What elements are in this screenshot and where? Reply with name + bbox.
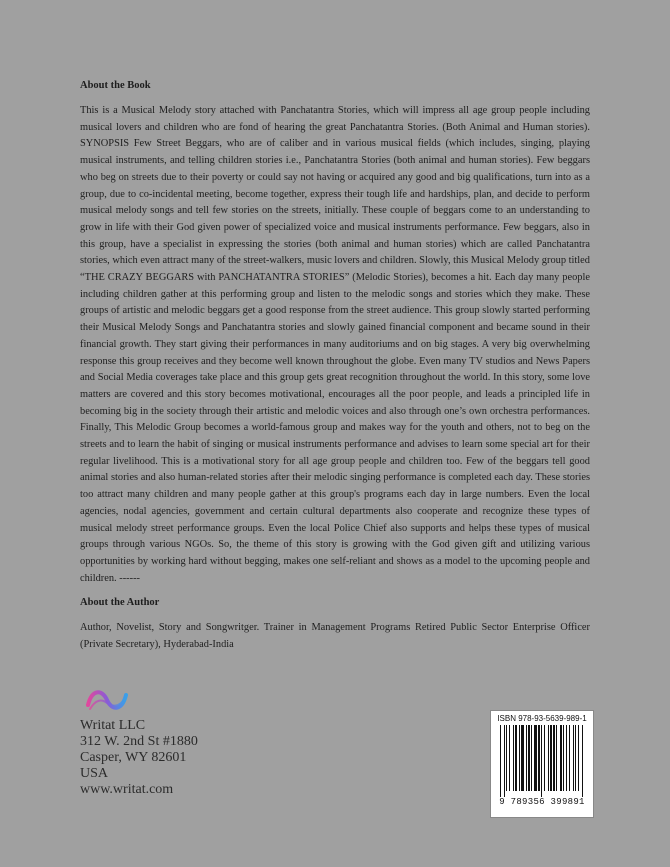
barcode-bar [548, 725, 549, 791]
barcode-bar [528, 725, 530, 791]
barcode-bar [569, 725, 570, 791]
barcode-bar [531, 725, 532, 791]
barcode-bar [538, 725, 540, 791]
barcode-bar [550, 725, 552, 791]
barcode-bar [541, 725, 542, 797]
barcode-bar [504, 725, 505, 797]
publisher-country: USA [80, 766, 109, 781]
publisher-name: Writat LLC [80, 718, 146, 733]
publisher-block [80, 685, 198, 798]
about-author-text: Author, Novelist, Story and Songwritger. Trainer in Management Programs Retired Public Sector Enterprise Officer (Private Secretary), Hyderabad-India [80, 622, 590, 651]
infinity-ribbon-logo-icon [84, 685, 130, 715]
barcode-bars [496, 725, 588, 797]
barcode-bar [509, 725, 510, 791]
barcode-bar [563, 725, 564, 791]
barcode-bar [553, 725, 555, 791]
about-author-heading: About the Author [80, 597, 160, 609]
isbn-label: ISBN 978-93-5639-989-1 [497, 714, 587, 723]
about-book-heading: About the Book [80, 80, 151, 91]
barcode-bar [578, 725, 579, 791]
ean-digits: 9 789356 399891 [499, 797, 585, 807]
isbn-barcode [490, 710, 594, 818]
barcode-bar [573, 725, 574, 791]
barcode-bar [513, 725, 514, 791]
publisher-website: www.writat.com [80, 782, 174, 797]
barcode-bar [506, 725, 507, 791]
barcode-bar [500, 725, 501, 797]
about-book-text: This is a Musical Melody story attached with Panchatantra Stories, which will impress all age group people including musical lovers and children who are fond of hearing the great Panchatantra Stories. (Both Animal and Human stories). SYNOPSIS Few Street Beggars, who are of caliber and in various musical fields (which includes, singing, playing musical instruments, and telling children stories i.e., Panchatantra Stories (both animal and human stories). Few beggars who beg on streets due to their poverty or could say not having or acquired any good and big qualifications, turn into as a group, due to co-incidental meeting, become together, express their tough life and hardships, plan, and decide to perform musical melody songs and tell few stories on the streets, initially. These couple of beggars come to an understanding to grow in life with their God given power of specialized voice and musical instruments performance. Few beggars, also in this group, have a specialist in expressing the stories (both animal and human stories) which are called Panchatantra stories, which even attract many of the street-walkers, music lovers and children. Slowly, this Musical Melody group titled “THE CRAZY BEGGARS with PANCHATANTRA STORIES” (Melodic Stories), becomes a hit. Each day many people including children gather at this performing group and listen to the melodic songs and stories which they make. These groups of artistic and melodic beggars get a good response from the street audience. This group slowly started performing their Musical Melody Songs and Panchatantra stories and slowly gained financial component and became sound in their financial growth. They start giving their performances in many auditoriums and on big stages. A very big overwhelming response this group receives and they become well known throughout the globe. Even many TV studios and News Papers and Social Media coverages take place and this group gets great recognition throughout the world. In this story, some love matters are covered and this story becomes motivational, encourages all the poor people, and leads a principled life in becoming big in the society through their artistic and melodic voices and also through one’s own orchestra performances. Finally, This Melodic Group becomes a world-famous group and makes way for the youth and others, not to beg on the streets and to learn the habit of singing or musical instruments performance and advises to learn some special art for their regular livelihood. This is a motivational story for all age group people and children too. Few of the beggars tell good animal stories and also human-related stories after their melodic singing performance is completed each day. These stories too attract many children and many people gather at this group's programs each day in large numbers. Even the local agencies, nodal agencies, government and certain cultural departments also cooperate and recognize these types of musical melody street performance groups. Even the local Police Chief also supports and helps these types of musical groups through various NGOs. So, the theme of this story is growing with the God given gift and utilizing various opportunities by working hard without begging, makes one self-reliant and shows as a model to the upcoming people and children. ------ [80, 105, 590, 584]
barcode-bar [556, 725, 557, 791]
publisher-address-line2: Casper, WY 82601 [80, 750, 187, 765]
barcode-bar [515, 725, 517, 791]
barcode-bar [526, 725, 527, 791]
barcode-bar [566, 725, 567, 791]
barcode-bar [521, 725, 524, 791]
barcode-bar [519, 725, 520, 791]
barcode-bar [534, 725, 537, 791]
barcode-bar [575, 725, 576, 791]
back-cover-text [80, 80, 590, 654]
barcode-bar [544, 725, 545, 791]
publisher-address-line1: 312 W. 2nd St #1880 [80, 734, 198, 749]
barcode-bar [560, 725, 562, 791]
barcode-bar [582, 725, 583, 797]
